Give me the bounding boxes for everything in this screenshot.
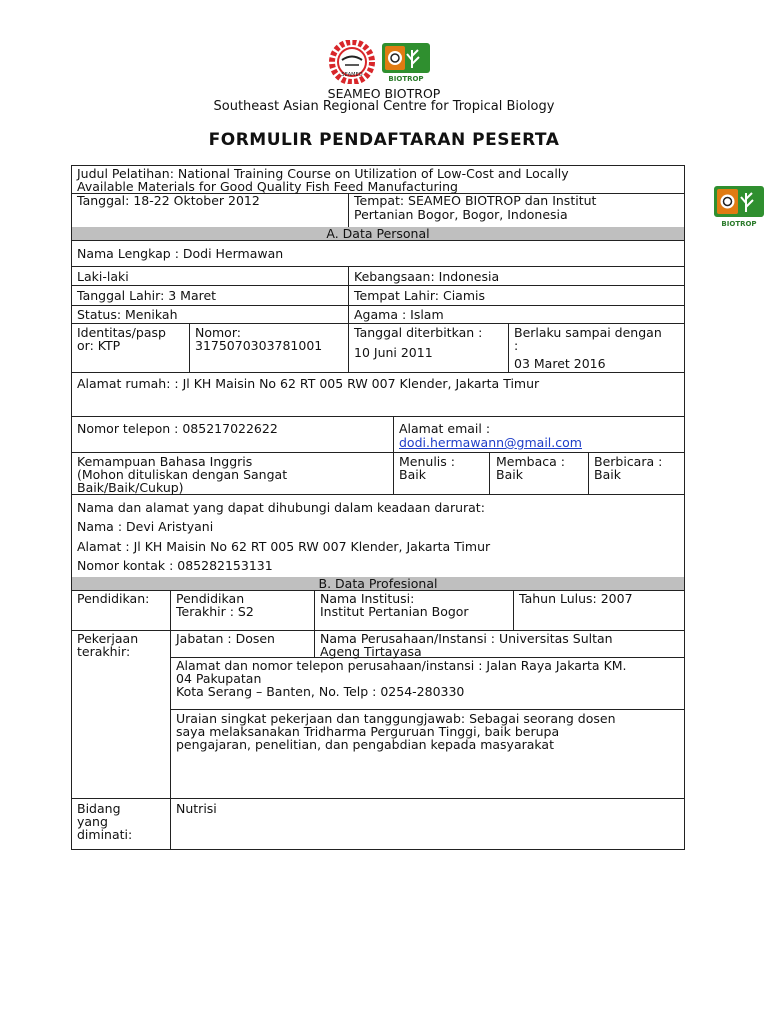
writing-value: Baik: [399, 467, 426, 482]
speaking-label: Berbicara :: [594, 454, 663, 469]
issued-date: 10 Juni 2011: [354, 345, 433, 360]
company-address-line3: Kota Serang – Banten, No. Telp : 0254-280330: [176, 684, 465, 699]
interest-label-line3: diminati:: [77, 827, 133, 842]
course-title-line2: Available Materials for Good Quality Fish Feed Manufacturing: [77, 179, 458, 194]
nationality: Kebangsaan: Indonesia: [354, 269, 500, 284]
form-title: FORMULIR PENDAFTARAN PESERTA: [208, 130, 560, 150]
home-address: Alamat rumah: : Jl KH Maisin No 62 RT 005 RW 007 Klender, Jakarta Timur: [77, 376, 540, 391]
full-name: Nama Lengkap : Dodi Hermawan: [77, 246, 284, 261]
last-education-line1: Pendidikan: [176, 591, 245, 606]
interest-value: Nutrisi: [176, 801, 217, 816]
birth-place: Tempat Lahir: Ciamis: [354, 288, 485, 303]
job-label-line1: Pekerjaan: [77, 631, 139, 646]
education-label: Pendidikan:: [77, 591, 150, 606]
english-ability-line2: (Mohon dituliskan dengan Sangat: [77, 467, 288, 482]
registration-form: [71, 165, 685, 850]
english-ability-line3: Baik/Baik/Cukup): [77, 480, 184, 495]
job-duties-line2: saya melaksanakan Tridharma Perguruan Tinggi, baik berupa: [176, 724, 560, 739]
phone-number: Nomor telepon : 085217022622: [77, 421, 278, 436]
institution-line1: Nama Institusi:: [320, 591, 415, 606]
job-label-line2: terakhir:: [77, 644, 131, 659]
course-place-line1: Tempat: SEAMEO BIOTROP dan Institut: [354, 193, 597, 208]
emergency-contact: Nomor kontak : 085282153131: [77, 558, 273, 573]
side-logo-label: BIOTROP: [721, 220, 757, 227]
course-title-line1: Judul Pelatihan: National Training Course on Utilization of Low-Cost and Locally: [77, 166, 569, 181]
graduation-year: Tahun Lulus: 2007: [519, 591, 633, 606]
section-professional-title: B. Data Profesional: [72, 577, 684, 590]
valid-label-line2: :: [514, 338, 519, 353]
job-duties-line1: Uraian singkat pekerjaan dan tanggungjawab: Sebagai seorang dosen: [176, 711, 616, 726]
institution-line2: Institut Pertanian Bogor: [320, 604, 469, 619]
writing-label: Menulis :: [399, 454, 455, 469]
valid-label-line1: Berlaku sampai dengan: [514, 325, 662, 340]
biotrop-logo: [380, 42, 432, 82]
course-date: Tanggal: 18-22 Oktober 2012: [77, 193, 260, 208]
emergency-address: Alamat : Jl KH Maisin No 62 RT 005 RW 007 Klender, Jakarta Timur: [77, 539, 491, 554]
valid-date: 03 Maret 2016: [514, 356, 606, 371]
section-personal-title: A. Data Personal: [72, 227, 684, 240]
english-ability-line1: Kemampuan Bahasa Inggris: [77, 454, 253, 469]
company-address-line1: Alamat dan nomor telepon perusahaan/instansi : Jalan Raya Jakarta KM.: [176, 658, 627, 673]
reading-value: Baik: [496, 467, 523, 482]
religion: Agama : Islam: [354, 307, 444, 322]
id-type-line2: or: KTP: [77, 338, 121, 353]
issued-label: Tanggal diterbitkan :: [354, 325, 483, 340]
id-number: 3175070303781001: [195, 338, 323, 353]
seal-label: SEAMEO: [341, 72, 363, 78]
speaking-value: Baik: [594, 467, 621, 482]
id-number-label: Nomor:: [195, 325, 241, 340]
job-duties-line3: pengajaran, penelitian, dan pengabdian kepada masyarakat: [176, 737, 554, 752]
centre-name: Southeast Asian Regional Centre for Tropical Biology: [213, 99, 555, 114]
company-line2: Ageng Tirtayasa: [320, 644, 422, 659]
birth-date: Tanggal Lahir: 3 Maret: [77, 288, 217, 303]
gender: Laki-laki: [77, 269, 129, 284]
course-place-line2: Pertanian Bogor, Bogor, Indonesia: [354, 207, 568, 222]
interest-label-line2: yang: [77, 814, 108, 829]
company-address-line2: 04 Pakupatan: [176, 671, 262, 686]
org-name: SEAMEO BIOTROP: [327, 86, 441, 101]
logo-label: BIOTROP: [388, 75, 424, 82]
id-type-line1: Identitas/pasp: [77, 325, 166, 340]
biotrop-side-logo: [712, 185, 766, 227]
company-line1: Nama Perusahaan/Instansi : Universitas Sultan: [320, 631, 613, 646]
emergency-heading: Nama dan alamat yang dapat dihubungi dalam keadaan darurat:: [77, 500, 485, 515]
marital-status: Status: Menikah: [77, 307, 178, 322]
email-link[interactable]: dodi.hermawann@gmail.com: [399, 435, 582, 450]
reading-label: Membaca :: [496, 454, 565, 469]
emergency-name: Nama : Devi Aristyani: [77, 519, 214, 534]
email-label: Alamat email :: [399, 421, 491, 436]
job-position: Jabatan : Dosen: [176, 631, 275, 646]
interest-label-line1: Bidang: [77, 801, 121, 816]
seameo-seal-logo: [327, 40, 377, 84]
last-education-line2: Terakhir : S2: [176, 604, 254, 619]
